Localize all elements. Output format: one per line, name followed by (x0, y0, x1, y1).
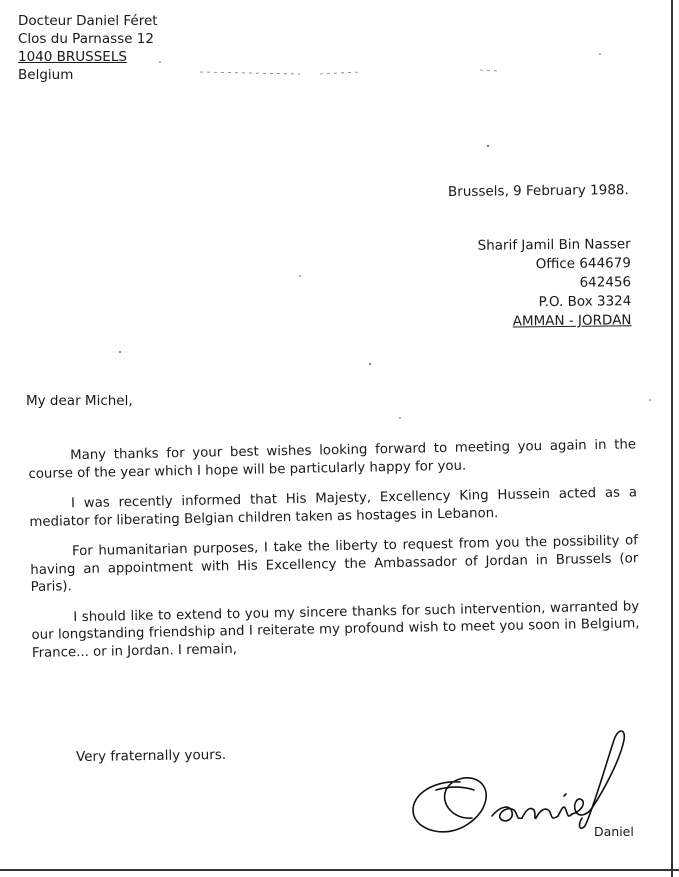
paragraph: For humanitarian purposes, I take the liberty to request from you the possibility of having an appointment with His Excellency the Ambassador of Jordan in Brussels (or Paris). (30, 533, 639, 595)
recipient-address (477, 235, 631, 332)
recipient-phone-2: 642456 (579, 274, 632, 291)
letter-date: Brussels, 9 February 1988. (448, 182, 630, 200)
sender-street: Clos du Parnasse 12 (18, 31, 154, 47)
closing-line: Very fraternally yours. (75, 746, 227, 766)
recipient-po-box: P.O. Box 3324 (538, 293, 632, 311)
sender-city: 1040 BRUSSELS (18, 49, 127, 65)
recipient-city: AMMAN - JORDAN (512, 312, 632, 330)
sender-country: Belgium (18, 67, 74, 83)
page-edge-right (671, 0, 673, 877)
sender-name: Docteur Daniel Féret (18, 13, 158, 29)
paragraph: I should like to extend to you my sincere thanks for such intervention, warranted by our longstanding friendship and I reiterate my profound wish to meet you soon in Belgium, France... or in Jordan. I remain, (31, 598, 640, 661)
recipient-name: Sharif Jamil Bin Nasser (477, 236, 631, 254)
recipient-office-phone: Office 644679 (535, 255, 631, 273)
signature-name: Daniel (594, 824, 634, 839)
paragraph: I was recently informed that His Majesty, Excellency King Hussein acted as a mediator for liberating Belgian children taken as hostages in Lebanon. (29, 485, 638, 530)
sender-address (18, 12, 158, 84)
salutation: My dear Michel, (26, 393, 133, 409)
letter-body (28, 436, 640, 675)
paragraph: Many thanks for your best wishes looking forward to meeting you again in the course of the year which I hope will be particularly happy for you. (28, 437, 637, 482)
page-edge-bottom (0, 869, 679, 871)
handwritten-signature (400, 720, 650, 840)
